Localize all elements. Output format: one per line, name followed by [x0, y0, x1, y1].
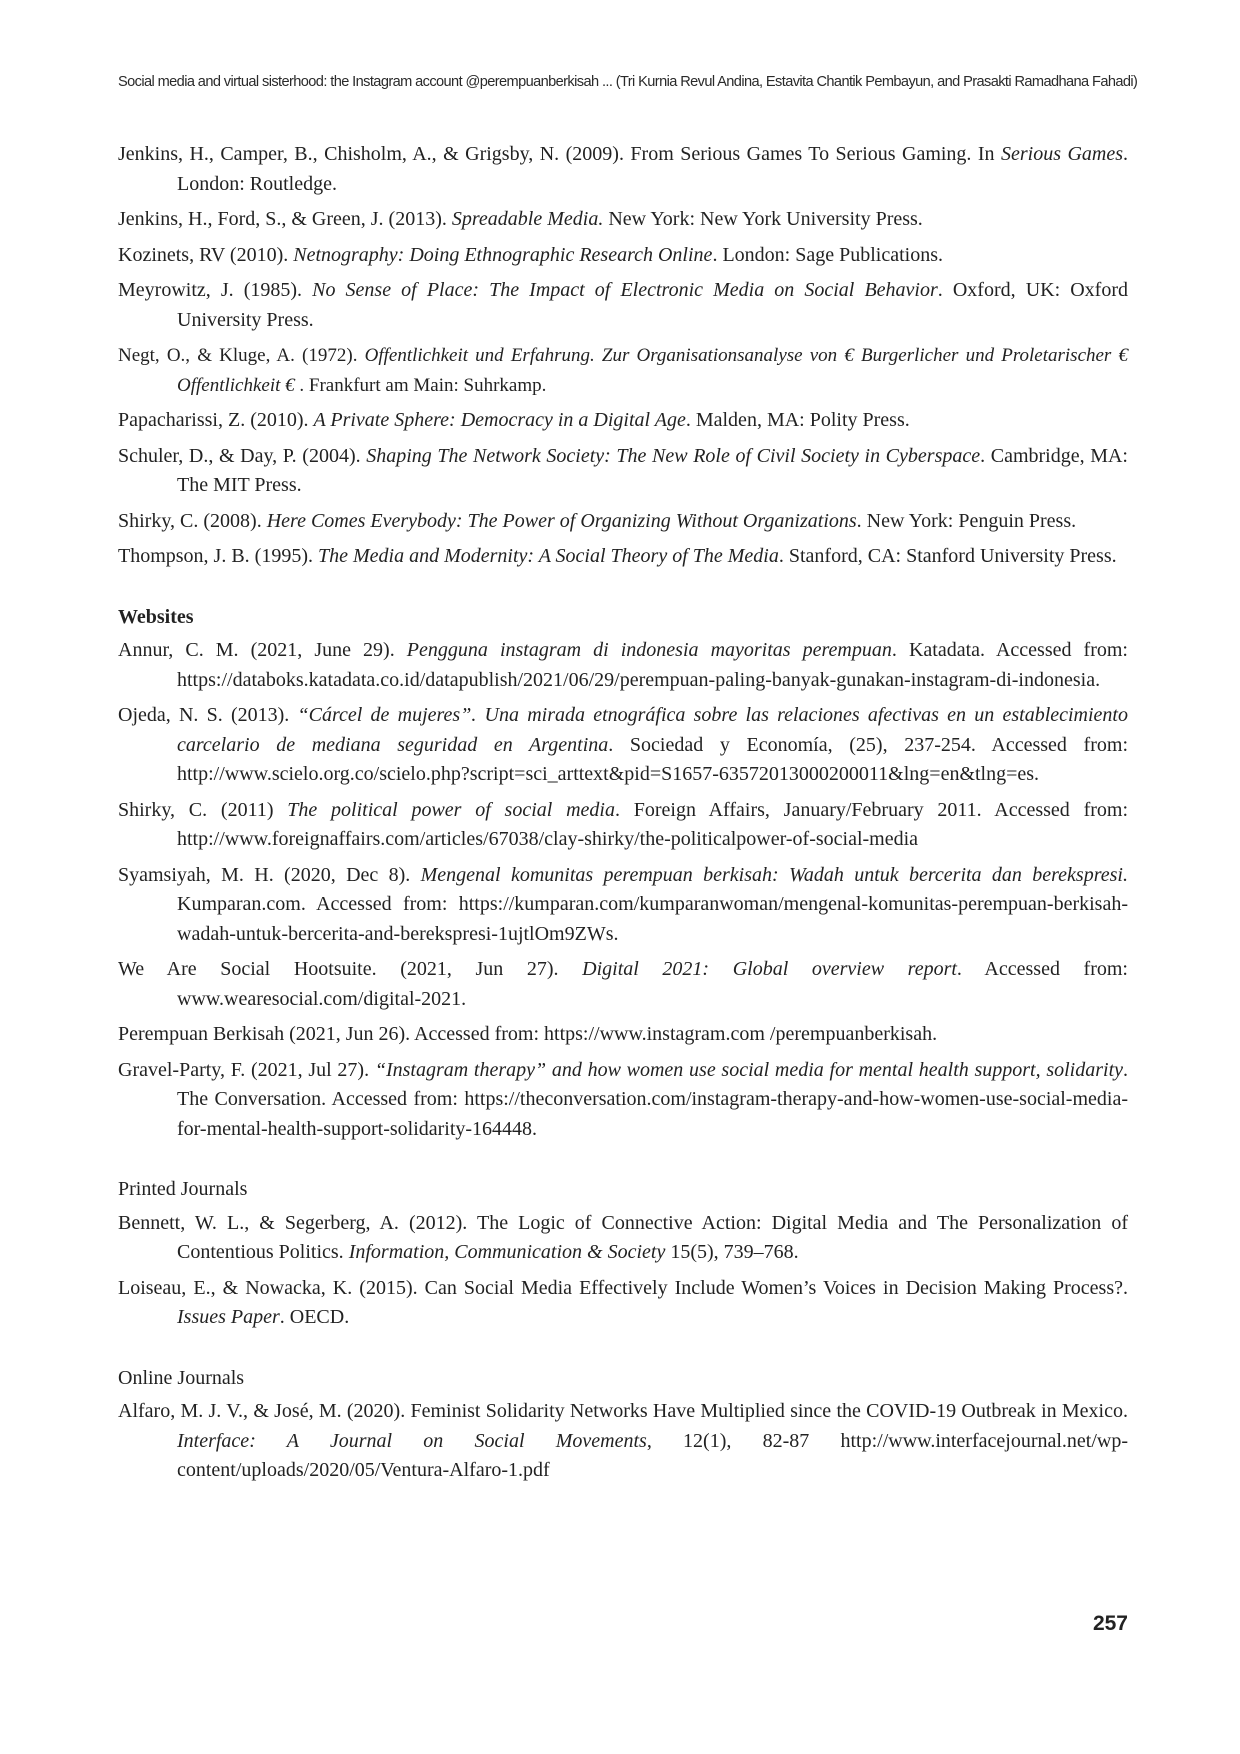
reference-entry: Meyrowitz, J. (1985). No Sense of Place: The Impact of Electronic Media on Social Behavior. Oxford, UK: Oxford University Press. — [118, 279, 1128, 331]
online-journals-list — [118, 1397, 1128, 1486]
reference-entry: Shirky, C. (2011) The political power of social media. Foreign Affairs, January/February 2011. Accessed from: http://www.foreignaffairs.com/articles/67038/clay-shirky/the-politicalpower-of-social-media — [118, 798, 1129, 850]
section-heading-online-journals: Online Journals — [118, 1366, 245, 1389]
reference-entry: Papacharissi, Z. (2010). A Private Sphere: Democracy in a Digital Age. Malden, MA: Polity Press. — [118, 409, 910, 431]
running-head: Social media and virtual sisterhood: the Instagram account @perempuanberkisah ... (Tri Kurnia Revul Andina, Estavita Chantik Pembayun, and Prasakti Ramadhana Fahadi) — [118, 74, 1138, 90]
reference-entry: Thompson, J. B. (1995). The Media and Modernity: A Social Theory of The Media. Stanford, CA: Stanford University Press. — [118, 545, 1117, 567]
reference-entry: Bennett, W. L., & Segerberg, A. (2012). The Logic of Connective Action: Digital Media and The Personalization of Contentious Politics. Information, Communication & Society 15(5), 739–768. — [118, 1211, 1128, 1263]
websites-list — [118, 636, 1128, 1144]
books-list — [118, 140, 1128, 572]
reference-entry: Jenkins, H., Ford, S., & Green, J. (2013). Spreadable Media. New York: New York University Press. — [118, 208, 923, 230]
reference-entry: Kozinets, RV (2010). Netnography: Doing Ethnographic Research Online. London: Sage Publications. — [118, 243, 943, 266]
reference-entry: Syamsiyah, M. H. (2020, Dec 8). Mengenal komunitas perempuan berkisah: Wadah untuk bercerita dan berekspresi. Kumparan.com. Accessed from: https://kumparan.com/kumparanwoman/mengenal-komunitas-perempuan-berkisah-wadah-untuk-bercerita-and-berekspresi-1ujtlOm9ZWs. — [118, 863, 1128, 945]
reference-entry: Ojeda, N. S. (2013). “Cárcel de mujeres”. Una mirada etnográfica sobre las relaciones afectivas en un establecimiento carcelario de mediana seguridad en Argentina. Sociedad y Economía, (25), 237-254. Accessed from: http://www.scielo.org.co/scielo.php?script=sci_arttext&pid=S1657-63572013000200011&lng=en&tlng=es. — [118, 704, 1128, 785]
page-number: 257 — [1092, 1612, 1128, 1635]
reference-entry: Gravel-Party, F. (2021, Jul 27). “Instagram therapy” and how women use social media for mental health support, solidarity. The Conversation. Accessed from: https://theconversation.com/instagram-therapy-and-how-women-use-social-media-for-mental-health-support-solidarity-164448. — [118, 1058, 1128, 1140]
reference-entry: Loiseau, E., & Nowacka, K. (2015). Can Social Media Effectively Include Women’s Voices in Decision Making Process?. Issues Paper. OECD. — [118, 1276, 1128, 1328]
reference-entry: Negt, O., & Kluge, A. (1972). Offentlichkeit und Erfahrung. Zur Organisationsanalyse von € Burgerlicher und Proletarischer € Offentlichkeit € . Frankfurt am Main: Suhrkamp. — [118, 345, 1128, 396]
reference-entry: Perempuan Berkisah (2021, Jun 26). Accessed from: https://www.instagram.com /perempuanberkisah. — [118, 1023, 938, 1045]
reference-entry: Schuler, D., & Day, P. (2004). Shaping The Network Society: The New Role of Civil Society in Cyberspace. Cambridge, MA: The MIT Press. — [118, 444, 1128, 496]
reference-entry: Alfaro, M. J. V., & José, M. (2020). Feminist Solidarity Networks Have Multiplied since the COVID-19 Outbreak in Mexico. Interface: A Journal on Social Movements, 12(1), 82-87 http://www.interfacejournal.net/wp-content/uploads/2020/05/Ventura-Alfaro-1.pdf — [118, 1400, 1129, 1481]
reference-entry: Jenkins, H., Camper, B., Chisholm, A., & Grigsby, N. (2009). From Serious Games To Serious Gaming. In Serious Games. London: Routledge. — [118, 143, 1128, 195]
printed-journals-list — [118, 1209, 1128, 1333]
section-heading-printed-journals: Printed Journals — [118, 1178, 248, 1200]
reference-entry: Shirky, C. (2008). Here Comes Everybody: The Power of Organizing Without Organizations. New York: Penguin Press. — [118, 509, 1077, 532]
references-body — [118, 140, 1128, 1492]
reference-entry: Annur, C. M. (2021, June 29). Pengguna instagram di indonesia mayoritas perempuan. Katadata. Accessed from: https://databoks.katadata.co.id/datapublish/2021/06/29/perempuan-paling-banyak-gunakan-instagram-di-indonesia. — [118, 639, 1128, 691]
section-heading-websites: Websites — [118, 605, 194, 628]
reference-entry: We Are Social Hootsuite. (2021, Jun 27). Digital 2021: Global overview report. Accessed from: www.wearesocial.com/digital-2021. — [118, 958, 1128, 1010]
